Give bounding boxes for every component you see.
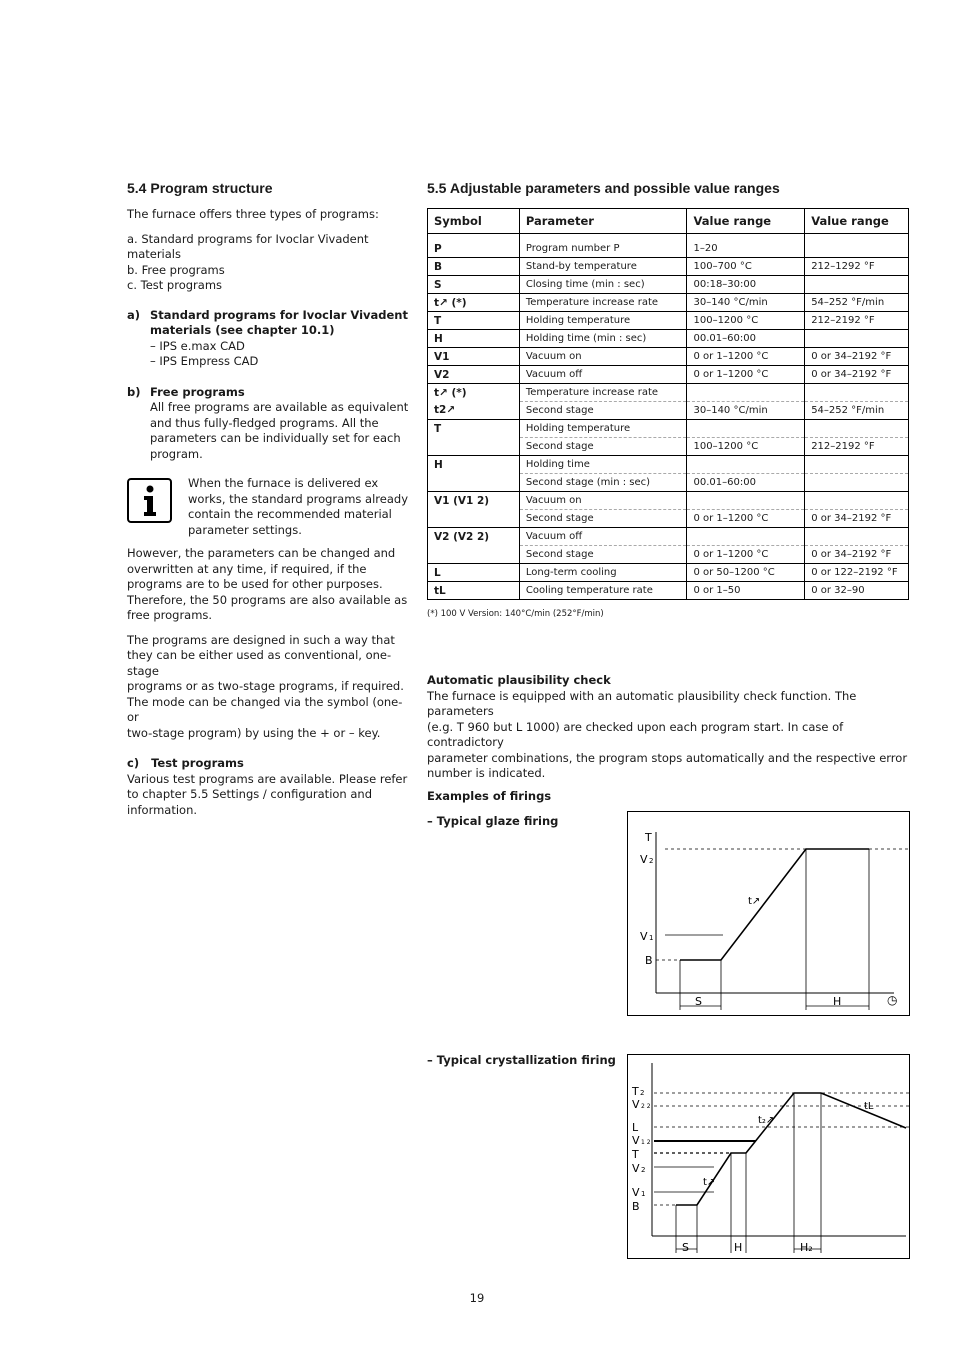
column-header-value-range-c: Value range bbox=[687, 209, 805, 234]
section-heading-5-5: 5.5 Adjustable parameters and possible value ranges bbox=[427, 180, 780, 196]
column-header-parameter: Parameter bbox=[519, 209, 687, 234]
table-row: H Holding time bbox=[428, 456, 909, 474]
text-line: parameter settings. bbox=[188, 522, 302, 537]
glaze-temperature-curve bbox=[680, 849, 869, 960]
cryst-label-rate: t↗ bbox=[703, 1177, 716, 1188]
glaze-label-B: B bbox=[645, 954, 653, 967]
table-row: T Holding temperature bbox=[428, 420, 909, 438]
text-line: The programs are designed in such a way that bbox=[127, 632, 395, 647]
table-row: V1 (V1 2) Vacuum on bbox=[428, 492, 909, 510]
cryst-label-V22-sub: 2 2 bbox=[641, 1103, 651, 1110]
plausibility-section bbox=[427, 673, 917, 782]
cryst-label-V12: V bbox=[632, 1134, 640, 1147]
text-line: Therefore, the 50 programs are also available as bbox=[127, 592, 408, 607]
cryst-label-B: B bbox=[632, 1200, 640, 1213]
glaze-label-V1: V bbox=[640, 930, 648, 943]
text-line: The mode can be changed via the symbol (one- or bbox=[127, 694, 403, 724]
cryst-label-L: L bbox=[632, 1121, 639, 1134]
text-line: number is indicated. bbox=[427, 766, 546, 780]
standard-programs-list bbox=[150, 339, 417, 370]
cryst-label-T: T bbox=[632, 1148, 639, 1161]
column-header-symbol: Symbol bbox=[428, 209, 520, 234]
table-row: t↗ (*) Temperature increase rate 30–140 °C/min 54–252 °F/min bbox=[428, 294, 909, 312]
text-line: programs or as two-stage programs, if required. bbox=[127, 679, 404, 693]
subsection-a-title-1: Standard programs for Ivoclar Vivadent bbox=[150, 307, 408, 322]
glaze-label-H: H bbox=[833, 995, 842, 1008]
subsection-b-title: Free programs bbox=[150, 384, 245, 399]
text-line: information. bbox=[127, 802, 198, 817]
text-line: However, the parameters can be changed and bbox=[127, 546, 396, 560]
column-header-value-range-f: Value range bbox=[805, 209, 909, 234]
table-row: t2↗ Second stage 30–140 °C/min 54–252 °F/min bbox=[428, 402, 909, 420]
type-c: c. Test programs bbox=[127, 278, 223, 292]
table-row: V1 Vacuum on 0 or 1–1200 °C 0 or 34–2192 °F bbox=[428, 348, 909, 366]
glaze-label-V2-sub: 2 bbox=[649, 857, 654, 865]
cryst-label-V1: V bbox=[632, 1186, 640, 1199]
table-row: B Stand-by temperature 100–700 °C 212–1292 °F bbox=[428, 258, 909, 276]
cryst-label-V2: V bbox=[632, 1162, 640, 1175]
cryst-label-V22: V bbox=[632, 1098, 640, 1111]
info-note bbox=[127, 476, 417, 538]
subsection-a-title-2: materials (see chapter 10.1) bbox=[150, 323, 335, 337]
text-line: Various test programs are available. Please refer bbox=[127, 771, 408, 786]
cryst-label-V1-sub: 1 bbox=[641, 1190, 646, 1198]
table-row: V2 (V2 2) Vacuum off bbox=[428, 528, 909, 546]
left-column bbox=[127, 180, 417, 818]
subsection-a bbox=[127, 308, 417, 370]
table-row: tL Cooling temperature rate 0 or 1–50 0 or 32–90 bbox=[428, 582, 909, 600]
cryst-label-T2: T bbox=[632, 1085, 639, 1098]
text-line: program. bbox=[150, 446, 203, 461]
text-line: All free programs are available as equivalent bbox=[150, 400, 409, 414]
text-line: programs are to be used for other purposes. bbox=[127, 577, 383, 591]
cryst-label-V12-sub: 1 2 bbox=[641, 1139, 651, 1146]
cryst-label-V2-sub: 2 bbox=[641, 1166, 646, 1174]
cryst-label-rate-2: t₂↗ bbox=[758, 1115, 775, 1126]
table-row: L Long-term cooling 0 or 50–1200 °C 0 or 122–2192 °F bbox=[428, 564, 909, 582]
type-b: b. Free programs bbox=[127, 262, 225, 277]
subsection-c-title-text: Test programs bbox=[151, 756, 244, 770]
cryst-label-cooling: tL bbox=[864, 1101, 874, 1112]
table-row: Second stage 0 or 1–1200 °C 0 or 34–2192 °F bbox=[428, 546, 909, 564]
text-line: works, the standard programs already bbox=[188, 491, 409, 506]
text-line: parameter combinations, the program stops automatically and the respective error bbox=[427, 750, 908, 765]
glaze-label-rate: t↗ bbox=[748, 896, 761, 907]
table-footnote: (*) 100 V Version: 140°C/min (252°F/min) bbox=[427, 609, 604, 619]
plausibility-title: Automatic plausibility check bbox=[427, 673, 611, 687]
paragraph-1 bbox=[127, 546, 417, 624]
table-row: P Program number P 1–20 bbox=[428, 240, 909, 258]
table-row: S Closing time (min : sec) 00:18–30:00 bbox=[428, 276, 909, 294]
subsection-c-title bbox=[127, 756, 417, 772]
subsection-b-label: b) bbox=[127, 384, 141, 399]
examples-title: Examples of firings bbox=[427, 789, 552, 803]
list-item: – IPS e.max CAD bbox=[150, 338, 245, 353]
text-line: When the furnace is delivered ex bbox=[188, 476, 379, 490]
cryst-label-H: H bbox=[734, 1241, 743, 1254]
subsection-c bbox=[127, 756, 417, 818]
glaze-label-T: T bbox=[645, 831, 652, 844]
text-line: (e.g. T 960 but L 1000) are checked upon each program start. In case of contradictory bbox=[427, 719, 844, 749]
text-line: overwritten at any time, if required, if the bbox=[127, 561, 367, 576]
clock-icon: ◷ bbox=[887, 993, 898, 1007]
glaze-firing-title: – Typical glaze firing bbox=[427, 814, 559, 828]
crystallization-firing-diagram bbox=[627, 1054, 910, 1259]
text-line: free programs. bbox=[127, 608, 213, 622]
table-header-row bbox=[428, 209, 909, 234]
subsection-b bbox=[127, 385, 417, 463]
list-item: – IPS Empress CAD bbox=[150, 354, 259, 368]
table-row: Second stage 100–1200 °C 212–2192 °F bbox=[428, 438, 909, 456]
intro-text: The furnace offers three types of programs: bbox=[127, 207, 379, 221]
type-a: a. Standard programs for Ivoclar Vivadent materials bbox=[127, 231, 369, 261]
cryst-label-T2-sub: 2 bbox=[640, 1089, 645, 1097]
table-row: t↗ (*) Temperature increase rate bbox=[428, 384, 909, 402]
program-types-list bbox=[127, 232, 417, 294]
parameters-table bbox=[427, 208, 909, 600]
paragraph-2 bbox=[127, 633, 417, 742]
text-line: contain the recommended material bbox=[188, 507, 392, 521]
table-row: V2 Vacuum off 0 or 1–1200 °C 0 or 34–2192 °F bbox=[428, 366, 909, 384]
text-line: parameters can be individually set for each bbox=[150, 431, 401, 445]
info-icon bbox=[127, 478, 172, 523]
text-line: and thus fully-fledged programs. All the bbox=[150, 415, 379, 430]
table-row: H Holding time (min : sec) 00.01–60:00 bbox=[428, 330, 909, 348]
glaze-label-V1-sub: 1 bbox=[649, 934, 654, 942]
page-number: 19 bbox=[469, 1291, 485, 1305]
text-line: they can be either used as conventional, one-stage bbox=[127, 648, 392, 678]
glaze-label-S: S bbox=[695, 995, 702, 1008]
table-row: Second stage 0 or 1–1200 °C 0 or 34–2192 °F bbox=[428, 510, 909, 528]
table-row: Second stage (min : sec) 00.01–60:00 bbox=[428, 474, 909, 492]
text-line: The furnace is equipped with an automatic plausibility check function. The parameters bbox=[427, 688, 857, 718]
glaze-label-V2: V bbox=[640, 853, 648, 866]
section-heading-5-4: 5.4 Program structure bbox=[127, 180, 273, 196]
cryst-label-S: S bbox=[682, 1241, 689, 1254]
crystallization-firing-title: – Typical crystallization firing bbox=[427, 1053, 616, 1067]
glaze-firing-diagram bbox=[627, 811, 910, 1016]
subsection-a-label: a) bbox=[127, 307, 141, 322]
parameters-table-wrap bbox=[427, 208, 909, 600]
text-line: two-stage program) by using the + or – key. bbox=[127, 725, 381, 740]
subsection-c-label: c) bbox=[127, 756, 140, 770]
cryst-label-H2: H₂ bbox=[800, 1241, 813, 1254]
text-line: to chapter 5.5 Settings / configuration and bbox=[127, 787, 372, 801]
table-row: T Holding temperature 100–1200 °C 212–2192 °F bbox=[428, 312, 909, 330]
